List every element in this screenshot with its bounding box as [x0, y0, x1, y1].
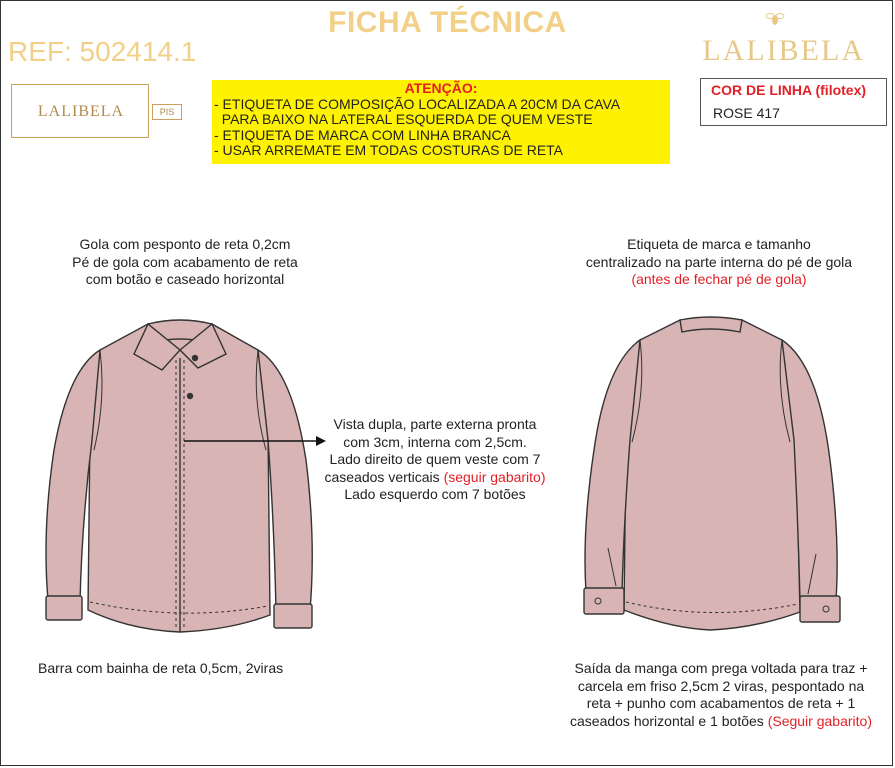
pis-label: PIS: [152, 104, 182, 120]
note-text-red: (seguir gabarito): [443, 468, 546, 485]
note-line: carcela em friso 2,5cm 2 viras, pespontado na: [577, 677, 865, 694]
thread-color-box: [700, 78, 887, 126]
note-line: Etiqueta de marca e tamanho: [627, 236, 811, 252]
note-line: com 3cm, interna com 2,5cm.: [343, 433, 527, 450]
note-text-red: (Seguir gabarito): [767, 712, 872, 729]
attention-line: - ETIQUETA DE COMPOSIÇÃO LOCALIZADA A 20CM DA CAVA: [214, 95, 621, 112]
sleeve-note: [548, 660, 894, 730]
note-line: reta + punho com acabamentos de reta + 1: [586, 695, 856, 711]
thread-color-value: ROSE 417: [713, 105, 780, 121]
note-line: centralizado na parte interna do pé de gola: [585, 253, 853, 270]
note-line: Pé de gola com acabamento de reta: [72, 253, 298, 270]
note-line: (antes de fechar pé de gola): [631, 271, 807, 287]
brand-logo: LALIBELA: [702, 34, 865, 67]
attention-title: ATENÇÃO:: [404, 80, 478, 96]
brand-label-sample: [11, 84, 149, 138]
placket-note: [300, 416, 570, 504]
shirt-front-drawing: [30, 310, 330, 650]
note-text: caseados horizontal e 1 botões: [570, 712, 768, 729]
attention-line: PARA BAIXO NA LATERAL ESQUERDA DE QUEM VESTE: [214, 111, 593, 127]
note-line: Lado direito de quem veste com 7: [329, 451, 541, 467]
hem-note: Barra com bainha de reta 0,5cm, 2viras: [38, 660, 284, 676]
shirt-back-drawing: [560, 310, 860, 650]
reference-code: REF: 502414.1: [8, 36, 197, 67]
tag-note: [556, 236, 882, 289]
page-title: FICHA TÉCNICA: [328, 6, 567, 39]
note-line: Gola com pesponto de reta 0,2cm: [79, 236, 291, 252]
collar-note: [40, 236, 330, 289]
note-line: Vista dupla, parte externa pronta: [333, 416, 537, 432]
attention-box: [212, 80, 670, 164]
thread-color-title: COR DE LINHA (filotex): [711, 82, 867, 98]
note-text: caseados verticais: [324, 468, 444, 485]
note-line: [300, 469, 570, 487]
note-line: com botão e caseado horizontal: [85, 271, 285, 287]
label-brand-text: LALIBELA: [37, 103, 125, 120]
bee-crest-icon: [765, 10, 785, 28]
note-line: Lado esquerdo com 7 botões: [344, 486, 526, 502]
note-line: Saída da manga com prega voltada para traz +: [574, 660, 868, 676]
attention-line: - ETIQUETA DE MARCA COM LINHA BRANCA: [214, 126, 511, 143]
note-line: [548, 713, 894, 731]
attention-line: - USAR ARREMATE EM TODAS COSTURAS DE RETA: [214, 142, 564, 158]
